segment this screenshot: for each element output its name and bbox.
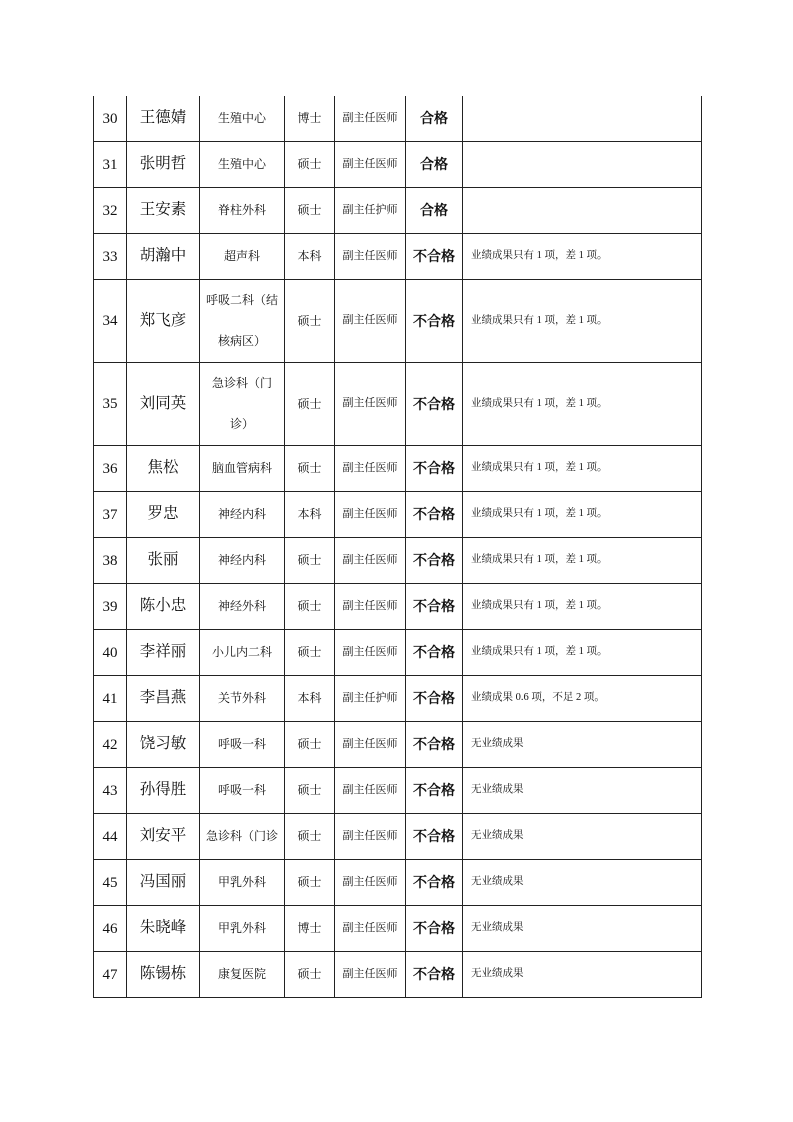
- degree-text: 硕士: [297, 645, 322, 660]
- name-text: 王安素: [139, 201, 187, 219]
- name-cell: [127, 676, 200, 722]
- degree-cell: [285, 768, 335, 814]
- title-text: 副主任医师: [342, 921, 398, 934]
- department-text: 急诊科（门诊）: [211, 376, 272, 431]
- title-cell: [335, 538, 406, 584]
- table-row: [94, 280, 702, 363]
- department-cell: [200, 584, 285, 630]
- table-row: [94, 446, 702, 492]
- table-row: [94, 676, 702, 722]
- title-cell: [335, 722, 406, 768]
- table-row: [94, 188, 702, 234]
- name-text: 罗忠: [147, 505, 179, 523]
- table-body: [94, 96, 702, 998]
- note-cell: [463, 814, 702, 860]
- table-row: [94, 363, 702, 446]
- degree-cell: [285, 446, 335, 492]
- title-cell: [335, 952, 406, 998]
- degree-text: 本科: [297, 691, 322, 706]
- degree-text: 本科: [297, 507, 322, 522]
- name-text: 焦松: [147, 459, 179, 477]
- result-text: 不合格: [413, 690, 455, 707]
- title-cell: [335, 860, 406, 906]
- department-text: 脊柱外科: [217, 203, 266, 217]
- table-row: [94, 96, 702, 142]
- name-text: 陈锡栋: [139, 965, 187, 983]
- table-row: [94, 768, 702, 814]
- department-text: 康复医院: [217, 967, 266, 981]
- note-text: 无业绩成果: [471, 876, 524, 888]
- title-text: 副主任医师: [342, 397, 398, 410]
- result-text: 不合格: [413, 966, 455, 983]
- row-number-cell: [94, 188, 127, 234]
- note-cell: [463, 280, 702, 363]
- department-text: 呼吸二科（结核病区）: [205, 293, 278, 348]
- department-cell: [200, 363, 285, 446]
- degree-text: 博士: [297, 921, 322, 936]
- table-row: [94, 630, 702, 676]
- result-text: 不合格: [413, 395, 455, 412]
- row-number-text: 41: [102, 690, 118, 707]
- name-text: 郑飞彦: [139, 311, 187, 329]
- name-cell: [127, 768, 200, 814]
- degree-text: 硕士: [297, 313, 322, 328]
- department-cell: [200, 446, 285, 492]
- result-cell: [406, 188, 463, 234]
- department-cell: [200, 952, 285, 998]
- row-number-cell: [94, 768, 127, 814]
- name-cell: [127, 492, 200, 538]
- title-cell: [335, 363, 406, 446]
- name-cell: [127, 722, 200, 768]
- name-text: 陈小忠: [139, 597, 187, 615]
- result-text: 不合格: [413, 460, 455, 477]
- note-text: 业绩成果只有 1 项，差 1 项。: [471, 600, 608, 612]
- row-number-cell: [94, 860, 127, 906]
- note-cell: [463, 906, 702, 952]
- title-cell: [335, 234, 406, 280]
- row-number-cell: [94, 234, 127, 280]
- name-cell: [127, 538, 200, 584]
- title-text: 副主任医师: [342, 507, 398, 520]
- name-cell: [127, 234, 200, 280]
- result-text: 不合格: [413, 312, 455, 329]
- note-text: 无业绩成果: [471, 968, 524, 980]
- table-row: [94, 584, 702, 630]
- row-number-cell: [94, 814, 127, 860]
- department-cell: [200, 768, 285, 814]
- row-number-text: 39: [102, 598, 118, 615]
- degree-text: 硕士: [297, 203, 322, 218]
- title-text: 副主任医师: [342, 967, 398, 980]
- degree-text: 硕士: [297, 553, 322, 568]
- title-text: 副主任医师: [342, 737, 398, 750]
- table-row: [94, 860, 702, 906]
- degree-text: 硕士: [297, 396, 322, 411]
- name-text: 张明哲: [139, 155, 187, 173]
- row-number-text: 35: [102, 396, 118, 412]
- title-cell: [335, 96, 406, 142]
- name-text: 刘同英: [139, 394, 187, 412]
- department-cell: [200, 492, 285, 538]
- note-text: 业绩成果只有 1 项，差 1 项。: [471, 462, 608, 474]
- title-text: 副主任医师: [342, 553, 398, 566]
- row-number-text: 36: [102, 460, 118, 477]
- title-cell: [335, 630, 406, 676]
- result-cell: [406, 492, 463, 538]
- title-text: 副主任医师: [342, 645, 398, 658]
- department-cell: [200, 96, 285, 142]
- result-cell: [406, 96, 463, 142]
- name-text: 刘安平: [139, 827, 187, 845]
- result-text: 不合格: [413, 248, 455, 265]
- title-cell: [335, 446, 406, 492]
- degree-text: 硕士: [297, 461, 322, 476]
- result-cell: [406, 142, 463, 188]
- row-number-cell: [94, 676, 127, 722]
- name-cell: [127, 280, 200, 363]
- degree-text: 硕士: [297, 829, 322, 844]
- row-number-text: 37: [102, 506, 118, 523]
- result-text: 合格: [420, 156, 448, 173]
- degree-cell: [285, 814, 335, 860]
- note-text: 无业绩成果: [471, 922, 524, 934]
- result-text: 不合格: [413, 782, 455, 799]
- table-row: [94, 722, 702, 768]
- name-text: 饶习敏: [139, 735, 187, 753]
- result-cell: [406, 814, 463, 860]
- row-number-cell: [94, 142, 127, 188]
- row-number-cell: [94, 630, 127, 676]
- title-cell: [335, 906, 406, 952]
- result-text: 不合格: [413, 874, 455, 891]
- note-cell: [463, 234, 702, 280]
- result-cell: [406, 446, 463, 492]
- title-cell: [335, 188, 406, 234]
- title-text: 副主任医师: [342, 783, 398, 796]
- department-cell: [200, 234, 285, 280]
- degree-text: 硕士: [297, 783, 322, 798]
- result-text: 合格: [420, 202, 448, 219]
- row-number-text: 42: [102, 736, 118, 753]
- degree-text: 硕士: [297, 599, 322, 614]
- department-cell: [200, 906, 285, 952]
- note-text: 无业绩成果: [471, 830, 524, 842]
- result-cell: [406, 722, 463, 768]
- title-cell: [335, 142, 406, 188]
- name-text: 王德婧: [139, 109, 187, 127]
- result-cell: [406, 768, 463, 814]
- row-number-text: 43: [102, 782, 118, 799]
- title-cell: [335, 584, 406, 630]
- title-text: 副主任医师: [342, 875, 398, 888]
- degree-text: 博士: [297, 111, 322, 126]
- title-cell: [335, 814, 406, 860]
- degree-cell: [285, 584, 335, 630]
- title-text: 副主任医师: [342, 314, 398, 327]
- department-text: 关节外科: [217, 691, 266, 705]
- row-number-text: 45: [102, 874, 118, 891]
- department-text: 小儿内二科: [211, 645, 272, 659]
- department-cell: [200, 630, 285, 676]
- result-text: 不合格: [413, 644, 455, 661]
- note-cell: [463, 676, 702, 722]
- row-number-cell: [94, 446, 127, 492]
- row-number-text: 44: [102, 828, 118, 845]
- degree-cell: [285, 952, 335, 998]
- name-text: 胡瀚中: [139, 247, 187, 265]
- note-text: 业绩成果只有 1 项，差 1 项。: [471, 646, 608, 658]
- title-cell: [335, 492, 406, 538]
- name-text: 李祥丽: [139, 643, 187, 661]
- degree-cell: [285, 676, 335, 722]
- degree-cell: [285, 280, 335, 363]
- result-cell: [406, 538, 463, 584]
- name-cell: [127, 142, 200, 188]
- note-cell: [463, 584, 702, 630]
- degree-cell: [285, 96, 335, 142]
- result-text: 不合格: [413, 598, 455, 615]
- title-text: 副主任医师: [342, 461, 398, 474]
- note-cell: [463, 722, 702, 768]
- note-cell: [463, 96, 702, 142]
- name-cell: [127, 860, 200, 906]
- result-cell: [406, 363, 463, 446]
- note-cell: [463, 768, 702, 814]
- table-row: [94, 906, 702, 952]
- result-cell: [406, 860, 463, 906]
- result-cell: [406, 952, 463, 998]
- title-text: 副主任护师: [342, 691, 398, 704]
- name-cell: [127, 630, 200, 676]
- department-cell: [200, 142, 285, 188]
- result-cell: [406, 280, 463, 363]
- row-number-text: 40: [102, 644, 118, 661]
- table-row: [94, 492, 702, 538]
- result-text: 不合格: [413, 552, 455, 569]
- name-cell: [127, 188, 200, 234]
- row-number-text: 30: [102, 110, 118, 127]
- degree-text: 硕士: [297, 967, 322, 982]
- table-row: [94, 538, 702, 584]
- name-text: 李昌燕: [139, 689, 187, 707]
- degree-text: 硕士: [297, 737, 322, 752]
- row-number-cell: [94, 952, 127, 998]
- degree-cell: [285, 492, 335, 538]
- result-cell: [406, 234, 463, 280]
- title-text: 副主任医师: [342, 111, 398, 124]
- name-cell: [127, 814, 200, 860]
- department-cell: [200, 722, 285, 768]
- department-text: 呼吸一科: [217, 737, 266, 751]
- result-cell: [406, 630, 463, 676]
- name-cell: [127, 584, 200, 630]
- row-number-cell: [94, 280, 127, 363]
- degree-cell: [285, 630, 335, 676]
- note-cell: [463, 952, 702, 998]
- note-cell: [463, 492, 702, 538]
- note-text: 无业绩成果: [471, 738, 524, 750]
- department-text: 急诊科（门诊: [205, 829, 278, 843]
- department-cell: [200, 676, 285, 722]
- department-cell: [200, 280, 285, 363]
- table-row: [94, 234, 702, 280]
- row-number-cell: [94, 722, 127, 768]
- row-number-text: 32: [102, 202, 118, 219]
- title-text: 副主任医师: [342, 157, 398, 170]
- department-text: 生殖中心: [217, 111, 266, 125]
- degree-text: 本科: [297, 249, 322, 264]
- department-cell: [200, 860, 285, 906]
- note-cell: [463, 860, 702, 906]
- degree-text: 硕士: [297, 875, 322, 890]
- degree-cell: [285, 722, 335, 768]
- row-number-text: 47: [102, 966, 118, 983]
- note-text: 业绩成果只有 1 项，差 1 项。: [471, 250, 608, 262]
- row-number-cell: [94, 584, 127, 630]
- degree-text: 硕士: [297, 157, 322, 172]
- table-row: [94, 814, 702, 860]
- department-text: 呼吸一科: [217, 783, 266, 797]
- note-text: 业绩成果只有 1 项，差 1 项。: [471, 397, 608, 409]
- table-row: [94, 142, 702, 188]
- row-number-text: 38: [102, 552, 118, 569]
- title-text: 副主任医师: [342, 249, 398, 262]
- department-cell: [200, 188, 285, 234]
- row-number-text: 31: [102, 156, 118, 173]
- note-cell: [463, 142, 702, 188]
- degree-cell: [285, 234, 335, 280]
- row-number-cell: [94, 538, 127, 584]
- name-cell: [127, 952, 200, 998]
- note-cell: [463, 630, 702, 676]
- degree-cell: [285, 142, 335, 188]
- name-cell: [127, 96, 200, 142]
- note-text: 业绩成果 0.6 项，不足 2 项。: [471, 692, 605, 704]
- name-text: 朱晓峰: [139, 919, 187, 937]
- department-text: 脑血管病科: [211, 461, 272, 475]
- result-text: 不合格: [413, 920, 455, 937]
- title-text: 副主任医师: [342, 829, 398, 842]
- result-text: 不合格: [413, 736, 455, 753]
- department-text: 甲乳外科: [217, 921, 266, 935]
- note-cell: [463, 188, 702, 234]
- title-cell: [335, 676, 406, 722]
- evaluation-table: [93, 96, 702, 998]
- title-text: 副主任医师: [342, 599, 398, 612]
- department-text: 甲乳外科: [217, 875, 266, 889]
- note-cell: [463, 538, 702, 584]
- name-text: 冯国丽: [139, 873, 187, 891]
- row-number-cell: [94, 906, 127, 952]
- degree-cell: [285, 860, 335, 906]
- row-number-text: 33: [102, 248, 118, 265]
- name-cell: [127, 446, 200, 492]
- result-cell: [406, 906, 463, 952]
- degree-cell: [285, 538, 335, 584]
- department-cell: [200, 538, 285, 584]
- note-text: 无业绩成果: [471, 784, 524, 796]
- name-text: 孙得胜: [139, 781, 187, 799]
- result-cell: [406, 584, 463, 630]
- row-number-text: 46: [102, 920, 118, 937]
- degree-cell: [285, 363, 335, 446]
- row-number-cell: [94, 363, 127, 446]
- department-text: 神经内科: [217, 553, 266, 567]
- note-text: 业绩成果只有 1 项，差 1 项。: [471, 508, 608, 520]
- department-text: 超声科: [223, 249, 260, 263]
- department-text: 生殖中心: [217, 157, 266, 171]
- title-text: 副主任护师: [342, 203, 398, 216]
- note-cell: [463, 363, 702, 446]
- department-cell: [200, 814, 285, 860]
- department-text: 神经内科: [217, 507, 266, 521]
- note-text: 业绩成果只有 1 项，差 1 项。: [471, 314, 608, 326]
- result-cell: [406, 676, 463, 722]
- degree-cell: [285, 906, 335, 952]
- name-cell: [127, 906, 200, 952]
- note-text: 业绩成果只有 1 项，差 1 项。: [471, 554, 608, 566]
- department-text: 神经外科: [217, 599, 266, 613]
- title-cell: [335, 768, 406, 814]
- row-number-cell: [94, 96, 127, 142]
- note-cell: [463, 446, 702, 492]
- degree-cell: [285, 188, 335, 234]
- result-text: 合格: [420, 110, 448, 127]
- name-text: 张丽: [147, 551, 179, 569]
- title-cell: [335, 280, 406, 363]
- row-number-cell: [94, 492, 127, 538]
- name-cell: [127, 363, 200, 446]
- result-text: 不合格: [413, 506, 455, 523]
- result-text: 不合格: [413, 828, 455, 845]
- row-number-text: 34: [102, 313, 118, 329]
- table-row: [94, 952, 702, 998]
